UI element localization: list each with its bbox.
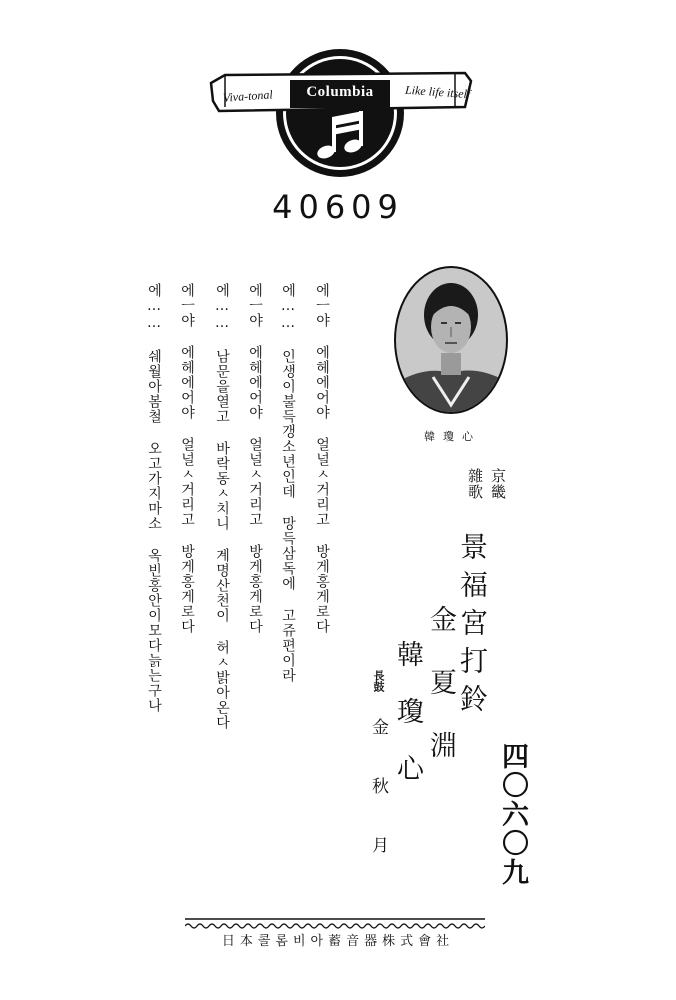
genre-line-2: 雜歌	[466, 468, 484, 500]
singer-portrait	[393, 265, 509, 415]
lyric-line: 에ㅡ야 에헤에어야 얼널ㅅ거리고 방게홍게로다	[179, 283, 195, 634]
lyric-line: 에ㅡ야 에헤에어야 얼널ㅅ거리고 방게홍게로다	[314, 283, 330, 634]
lyric-line: 에…… 인생이불득갱소년인데 망득삼독에 고쥬편이라	[280, 283, 296, 683]
genre-line-1: 京畿	[489, 468, 507, 500]
logo-brand-name: Columbia	[306, 84, 374, 100]
company-name: 日本콜롬비아蓄音器株式會社	[221, 934, 455, 949]
columbia-logo	[205, 45, 475, 180]
logo-tagline-left: Viva-tonal	[222, 87, 274, 105]
portrait-caption: 韓瓊心	[424, 430, 481, 443]
lyric-line: 에…… 쉐월아봄철 오고가지마소 옥빈홍안이모다늙는구나	[146, 283, 162, 713]
song-title: 景福宮打鈴	[456, 532, 489, 722]
lyric-line: 에…… 남문을열고 바락동ㅅ치니 계명산천이 허ㅅ밝아온다	[214, 283, 230, 730]
drum-label: 長鼓	[372, 670, 385, 692]
drummer-name: 金秋月	[368, 718, 388, 895]
logo-graphic	[205, 45, 475, 180]
catalog-number-kanji: 四〇六〇九	[497, 742, 528, 887]
logo-tagline-right: Like life itself	[404, 82, 471, 102]
lyric-line: 에ㅡ야 에헤에어야 얼널ㅅ거리고 방게홍게로다	[247, 283, 263, 634]
singer-name-1: 金夏淵	[425, 605, 456, 794]
singer-name-2: 韓瓊心	[392, 640, 423, 811]
footer-divider	[185, 917, 485, 929]
catalog-number: 40609	[272, 188, 404, 226]
